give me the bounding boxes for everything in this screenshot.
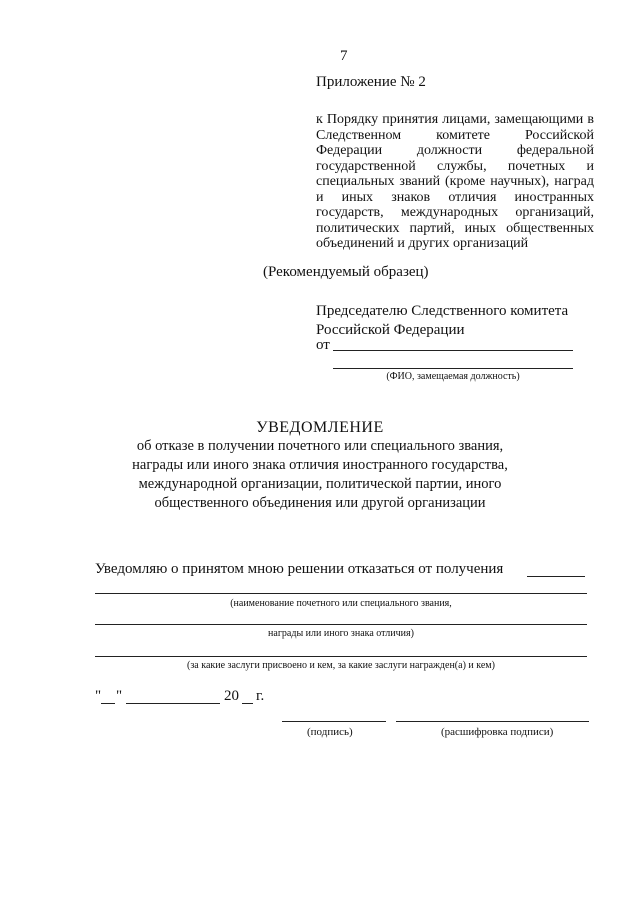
signature-line [282, 721, 386, 722]
from-position-line [333, 368, 573, 369]
recommended-sample-label: (Рекомендуемый образец) [263, 264, 429, 280]
notice-subtitle-line: об отказе в получении почетного или специального звания, [136, 438, 504, 454]
date-year-prefix: 20 [224, 688, 239, 704]
award-type-caption: награды или иного знака отличия) [268, 628, 414, 639]
award-name-line [95, 593, 587, 594]
signature-decoding-caption: (расшифровка подписи) [441, 726, 554, 738]
date-year-suffix: г. [256, 688, 265, 704]
date-quote-close: " [116, 688, 123, 704]
notice-subtitle-line: общественного объединения или другой организации [154, 495, 486, 511]
date-year-line [242, 703, 253, 704]
from-label: от [316, 337, 330, 353]
award-type-line [95, 624, 587, 625]
merits-caption: (за какие заслуги присвоено и кем, за какие заслуги награжден(а) и кем) [187, 660, 495, 671]
notice-title: УВЕДОМЛЕНИЕ [256, 419, 384, 436]
date-day-line [101, 703, 115, 704]
signature-caption: (подпись) [307, 726, 353, 738]
merits-line [95, 656, 587, 657]
signature-decoding-line [396, 721, 589, 722]
notice-subtitle [0, 437, 640, 513]
date-month-line [126, 703, 220, 704]
addressee-block [316, 302, 568, 340]
notice-subtitle-line: международной организации, политической партии, иного [138, 476, 502, 492]
page-number: 7 [340, 48, 348, 64]
award-name-caption: (наименование почетного или специального звания, [230, 598, 452, 609]
appendix-title: Приложение № 2 [316, 74, 426, 90]
appendix-text: к Порядку принятия лицами, замещающими в Следственном комитете Российской Федерации должности федеральной государственной службы, почетных и специальных званий (кроме научных), наград и иных знаков отличия иностранных государств, международных организаций, политических партий, иных общественных объединений и других организаций [316, 112, 594, 251]
fio-caption: (ФИО, замещаемая должность) [386, 371, 520, 382]
date-quote-open: " [95, 688, 102, 704]
addressee-line-1: Председателю Следственного комитета [316, 303, 569, 319]
addressee-line-2: Российской Федерации [316, 322, 465, 338]
award-name-short-line [527, 576, 585, 577]
notice-body-text: Уведомляю о принятом мною решении отказаться от получения [95, 561, 504, 577]
notice-subtitle-line: награды или иного знака отличия иностранного государства, [132, 457, 508, 473]
from-name-line [333, 350, 573, 351]
